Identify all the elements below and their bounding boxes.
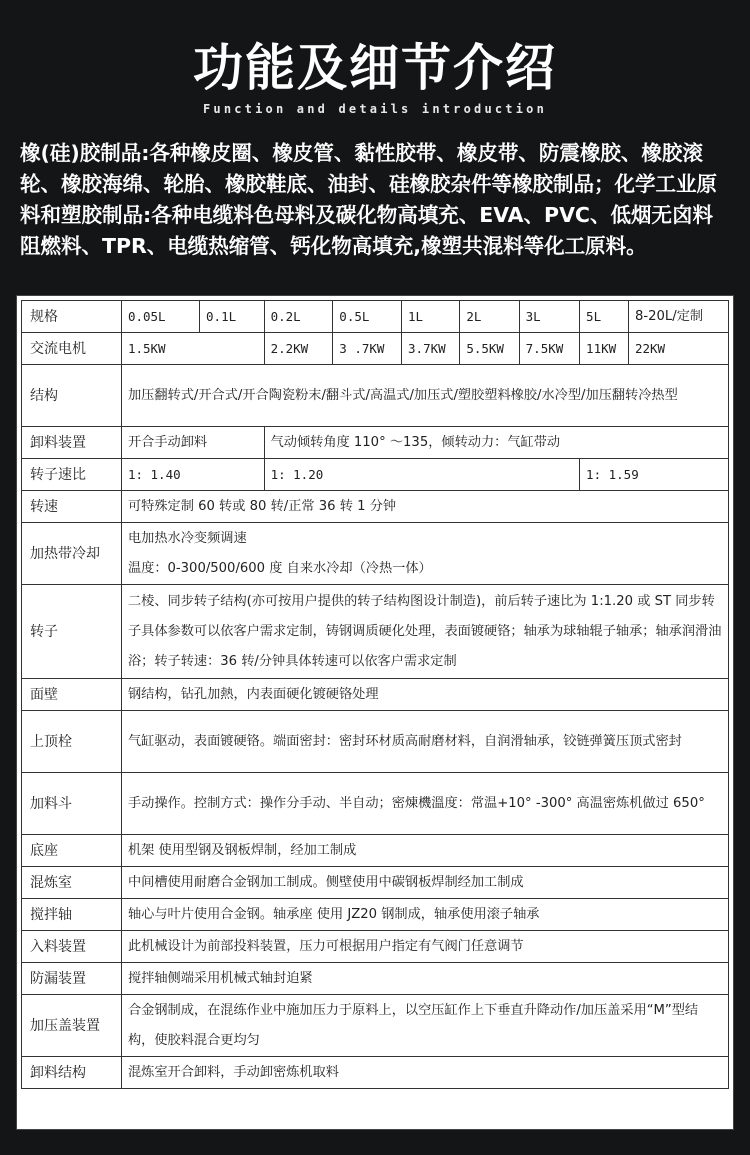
spec-cell: 2L: [460, 301, 519, 333]
spec-cell: 0.1L: [200, 301, 265, 333]
ratio-cell-c: 1: 1.59: [580, 459, 729, 491]
row-label-heat: 加热带冷却: [22, 523, 122, 585]
table-row-seal: [22, 963, 729, 995]
seal-cell: 搅拌轴侧端采用机械式轴封迫紧: [121, 963, 728, 995]
row-label-shaft: 搅拌轴: [22, 899, 122, 931]
ratio-cell-a: 1: 1.40: [121, 459, 264, 491]
base-cell: 机架 使用型钢及钢板焊制，经加工制成: [121, 835, 728, 867]
motor-cell: 5.5KW: [460, 333, 519, 365]
table-row-unload: [22, 427, 729, 459]
spec-cell: 1L: [402, 301, 460, 333]
table-row-base: [22, 835, 729, 867]
press-cell: 合金钢制成，在混练作业中施加压力于原料上，以空压缸作上下垂直升降动作/加压盖采用“M”型结构，使胶料混合更均匀: [121, 995, 728, 1057]
table-row-ram: [22, 711, 729, 773]
unload-cell-b: 气动倾转角度 110° ～135，倾转动力：气缸带动: [264, 427, 728, 459]
table-row-structure: [22, 365, 729, 427]
table-row-discharge: [22, 1057, 729, 1089]
row-label-chamber: 混炼室: [22, 867, 122, 899]
table-row-shaft: [22, 899, 729, 931]
row-label-ram: 上顶栓: [22, 711, 122, 773]
table-row-press: [22, 995, 729, 1057]
shaft-cell: 轴心与叶片使用合金钢。轴承座 使用 JZ20 钢制成，轴承使用滚子轴承: [121, 899, 728, 931]
speed-cell: 可特殊定制 60 转或 80 转/正常 36 转 1 分钟: [121, 491, 728, 523]
spec-table: [21, 300, 729, 1089]
row-label-press: 加压盖装置: [22, 995, 122, 1057]
spec-cell: 3L: [519, 301, 579, 333]
row-label-rotor: 转子: [22, 585, 122, 679]
row-label-motor: 交流电机: [22, 333, 122, 365]
row-label-hopper: 加料斗: [22, 773, 122, 835]
motor-cell: 1.5KW: [121, 333, 264, 365]
heat-line-2: 温度：0-300/500/600 度 自来水冷却（冷热一体）: [127, 560, 432, 576]
heat-cell: [121, 523, 728, 585]
table-row-feed: [22, 931, 729, 963]
structure-cell: 加压翻转式/开合式/开合陶瓷粉末/翻斗式/高温式/加压式/塑胶塑料橡胶/水冷型/加压翻转冷热型: [121, 365, 728, 427]
row-label-speed: 转速: [22, 491, 122, 523]
motor-cell: 3 .7KW: [333, 333, 402, 365]
row-label-base: 底座: [22, 835, 122, 867]
spec-cell: 8-20L/定制: [628, 301, 728, 333]
spec-cell: 0.2L: [264, 301, 333, 333]
table-row-chamber: [22, 867, 729, 899]
feed-cell: 此机械设计为前部投料装置，压力可根据用户指定有气阀门任意调节: [121, 931, 728, 963]
motor-cell: 7.5KW: [519, 333, 579, 365]
table-row-wall: [22, 679, 729, 711]
row-label-seal: 防漏装置: [22, 963, 122, 995]
motor-cell: 11KW: [580, 333, 629, 365]
row-label-structure: 结构: [22, 365, 122, 427]
chamber-cell: 中间槽使用耐磨合金钢加工制成。侧壁使用中碳钢板焊制经加工制成: [121, 867, 728, 899]
table-row-heat: [22, 523, 729, 585]
intro-paragraph: 橡(硅)胶制品:各种橡皮圈、橡皮管、黏性胶带、橡皮带、防震橡胶、橡胶滚轮、橡胶海绵、轮胎、橡胶鞋底、油封、硅橡胶杂件等橡胶制品；化学工业原料和塑胶制品:各种电缆料色母料及碳化物高填充、EVA、PVC、低烟无囟料阻燃料、TPR、电缆热缩管、钙化物高填充,橡塑共混料等化工原料。: [20, 141, 717, 258]
table-row-speed: [22, 491, 729, 523]
row-label-unload: 卸料装置: [22, 427, 122, 459]
ram-cell: 气缸驱动，表面镀硬铬。端面密封：密封环材质高耐磨材料，自润滑轴承，铰链弹簧压顶式密封: [121, 711, 728, 773]
motor-cell: 3.7KW: [402, 333, 460, 365]
table-row-hopper: [22, 773, 729, 835]
hopper-cell: 手动操作。控制方式：操作分手动、半自动；密煉機溫度：常温+10° -300° 高温密炼机做过 650°: [121, 773, 728, 835]
row-label-ratio: 转子速比: [22, 459, 122, 491]
table-row-ratio: [22, 459, 729, 491]
row-label-specs: 规格: [22, 301, 122, 333]
row-label-wall: 面壁: [22, 679, 122, 711]
rotor-cell: 二棱、同步转子结构(亦可按用户提供的转子结构图设计制造)，前后转子速比为 1:1.20 或 ST 同步转子具体参数可以依客户需求定制，铸钢调质硬化处理，表面镀硬铬；轴承为球轴辊子轴承；轴承润滑油浴；转子转速：36 转/分钟具体转速可以依客户需求定制: [121, 585, 728, 679]
unload-cell-a: 开合手动卸料: [121, 427, 264, 459]
discharge-cell: 混炼室开合卸料，手动卸密炼机取料: [121, 1057, 728, 1089]
spec-cell: 0.5L: [333, 301, 402, 333]
ratio-cell-b: 1: 1.20: [264, 459, 579, 491]
table-row-motor: [22, 333, 729, 365]
page-subtitle: Function and details introduction: [202, 102, 547, 116]
row-label-discharge: 卸料结构: [22, 1057, 122, 1089]
page-title: 功能及细节介绍: [193, 39, 557, 97]
table-row-specs: [22, 301, 729, 333]
spec-table-container: [16, 295, 734, 1130]
spec-cell: 0.05L: [121, 301, 199, 333]
table-row-rotor: [22, 585, 729, 679]
motor-cell: 22KW: [628, 333, 728, 365]
wall-cell: 钢结构，钻孔加熱，内表面硬化镀硬铬处理: [121, 679, 728, 711]
spec-cell: 5L: [580, 301, 629, 333]
row-label-feed: 入料装置: [22, 931, 122, 963]
motor-cell: 2.2KW: [264, 333, 333, 365]
heat-line-1: 电加热水冷变频调速: [127, 530, 247, 546]
